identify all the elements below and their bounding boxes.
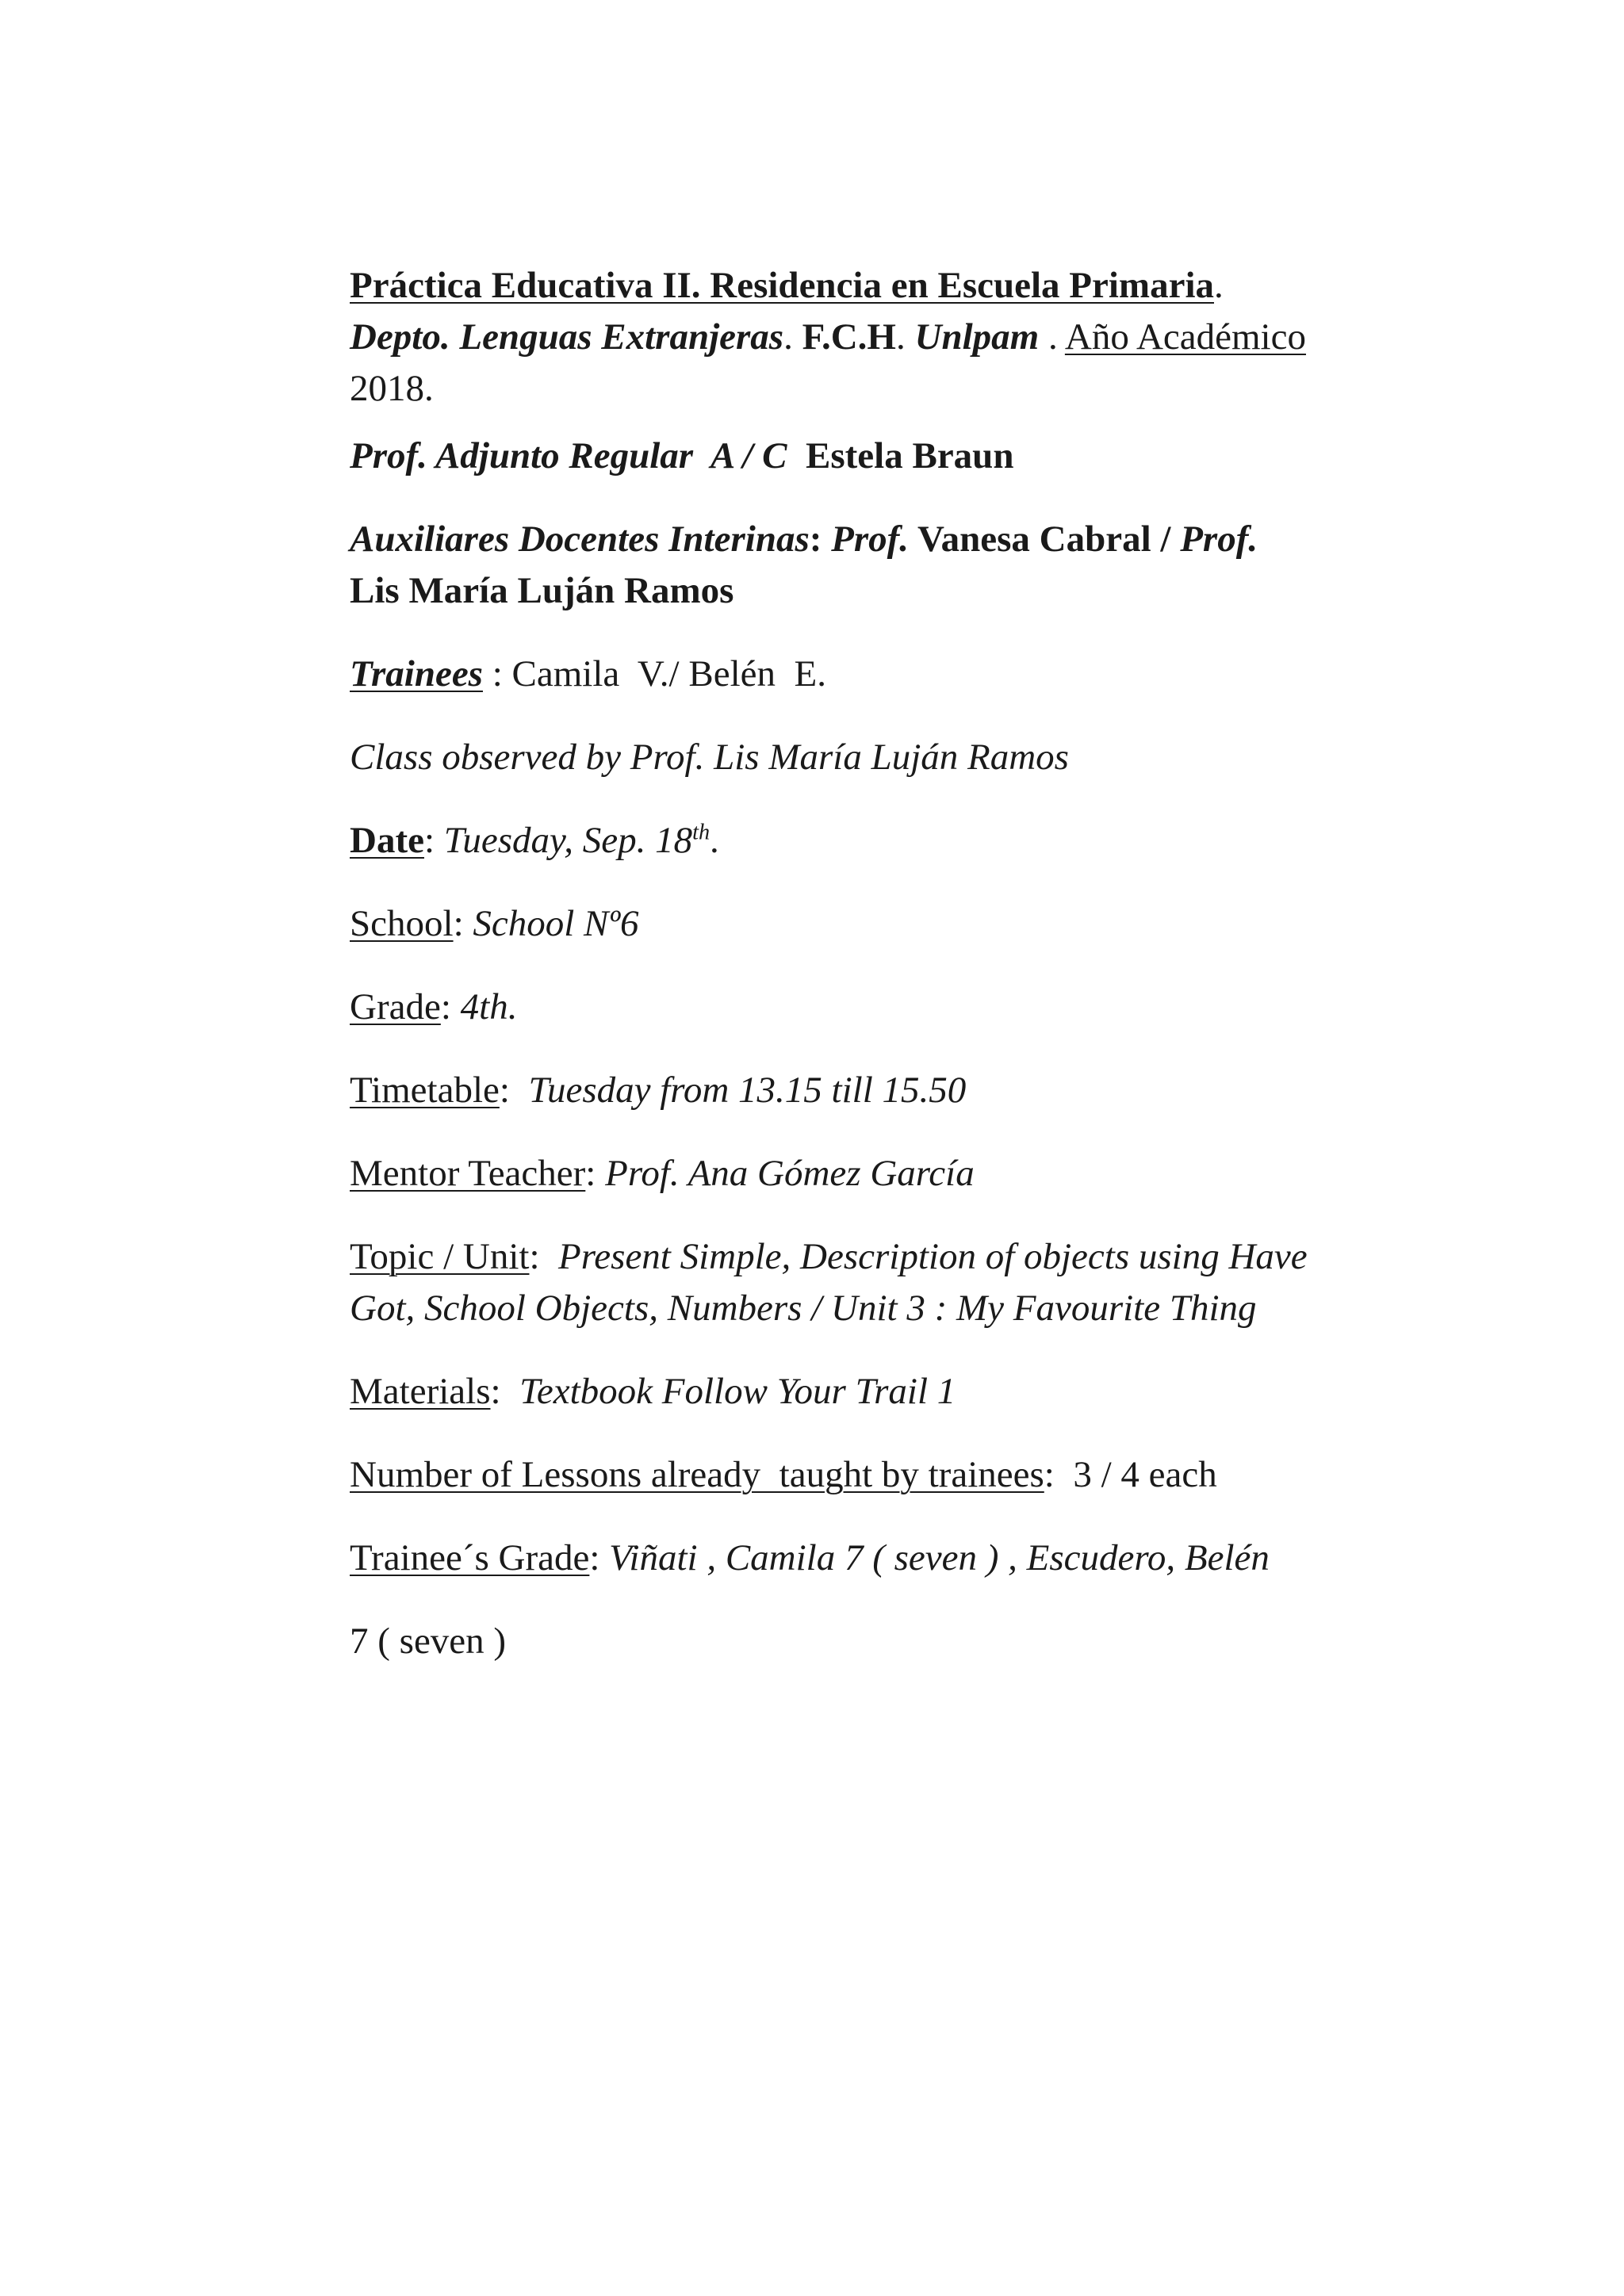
school-line <box>350 898 1333 950</box>
separator: : <box>809 519 832 560</box>
course-title: Práctica Educativa II. Residencia en Escuela Primaria <box>350 265 1214 306</box>
grade-label: Grade <box>350 986 441 1027</box>
header-block <box>350 260 1333 415</box>
materials-label: Materials <box>350 1371 491 1412</box>
trainees-line <box>350 649 1333 700</box>
school-label: School <box>350 903 454 944</box>
separator: : <box>585 1153 606 1194</box>
date-end: . <box>710 820 719 861</box>
date-label: Date <box>350 820 424 861</box>
separator: : <box>1044 1454 1074 1495</box>
mentor-line <box>350 1148 1333 1200</box>
document-body <box>350 260 1333 1667</box>
auxiliar-name-1: Vanesa Cabral / <box>909 519 1181 560</box>
grade-line <box>350 982 1333 1033</box>
faculty: F.C.H <box>802 316 896 358</box>
grade-value: 4th. <box>460 986 518 1027</box>
separator: . <box>896 316 915 358</box>
separator: : <box>453 903 473 944</box>
topic-line <box>350 1231 1333 1334</box>
trainee-grade-line <box>350 1533 1333 1584</box>
academic-year-value: 2018. <box>350 368 434 409</box>
adjunto-name: Estela Braun <box>787 435 1014 476</box>
materials-value: Textbook Follow Your Trail 1 <box>519 1371 956 1412</box>
trainee-grade-value: Viñati , Camila 7 ( seven ) , Escudero, Belén <box>609 1537 1270 1578</box>
date-suffix: th <box>692 820 710 845</box>
lessons-label: Number of Lessons already taught by trainees <box>350 1454 1044 1495</box>
academic-year-label: Año Académico <box>1064 316 1306 358</box>
separator: . <box>783 316 802 358</box>
timetable-line <box>350 1065 1333 1116</box>
trainees-label: Trainees <box>350 653 483 695</box>
topic-value: Present Simple, Description of objects using Have Got, School Objects, Numbers / Unit 3 : My Favourite Thing <box>350 1236 1308 1329</box>
lessons-line <box>350 1449 1333 1501</box>
timetable-label: Timetable <box>350 1070 500 1111</box>
separator: : <box>440 986 461 1027</box>
trainee-grade-line-2: 7 ( seven ) <box>350 1621 507 1662</box>
date-value: Tuesday, Sep. 18 <box>443 820 693 861</box>
school-value: School Nº6 <box>473 903 639 944</box>
adjunto-line <box>350 430 1333 482</box>
date-line <box>350 815 1333 867</box>
auxiliar-name-2: Lis María Luján Ramos <box>350 570 734 611</box>
trainee-grade-label: Trainee´s Grade <box>350 1537 590 1578</box>
title-dot: . <box>1214 265 1224 306</box>
observed-line: Class observed by Prof. Lis María Luján Ramos <box>350 737 1069 778</box>
auxiliares-role: Auxiliares Docentes Interinas <box>350 519 810 560</box>
mentor-label: Mentor Teacher <box>350 1153 586 1194</box>
auxiliares-block <box>350 514 1333 617</box>
prof-title: Prof. <box>831 519 910 560</box>
materials-line <box>350 1366 1333 1418</box>
university: Unlpam <box>914 316 1040 358</box>
lessons-value: 3 / 4 each <box>1073 1454 1217 1495</box>
separator: : <box>589 1537 610 1578</box>
separator: : <box>423 820 444 861</box>
trainees-value: : Camila V./ Belén E. <box>482 653 826 695</box>
separator: : <box>529 1236 559 1277</box>
mentor-value: Prof. Ana Gómez García <box>605 1153 975 1194</box>
topic-label: Topic / Unit <box>350 1236 530 1277</box>
department: Depto. Lenguas Extranjeras <box>350 316 784 358</box>
separator: : <box>499 1070 529 1111</box>
separator: : <box>490 1371 520 1412</box>
separator: . <box>1039 316 1065 358</box>
adjunto-role: Prof. Adjunto Regular A / C <box>350 435 787 476</box>
timetable-value: Tuesday from 13.15 till 15.50 <box>528 1070 967 1111</box>
prof-title: Prof. <box>1180 519 1258 560</box>
